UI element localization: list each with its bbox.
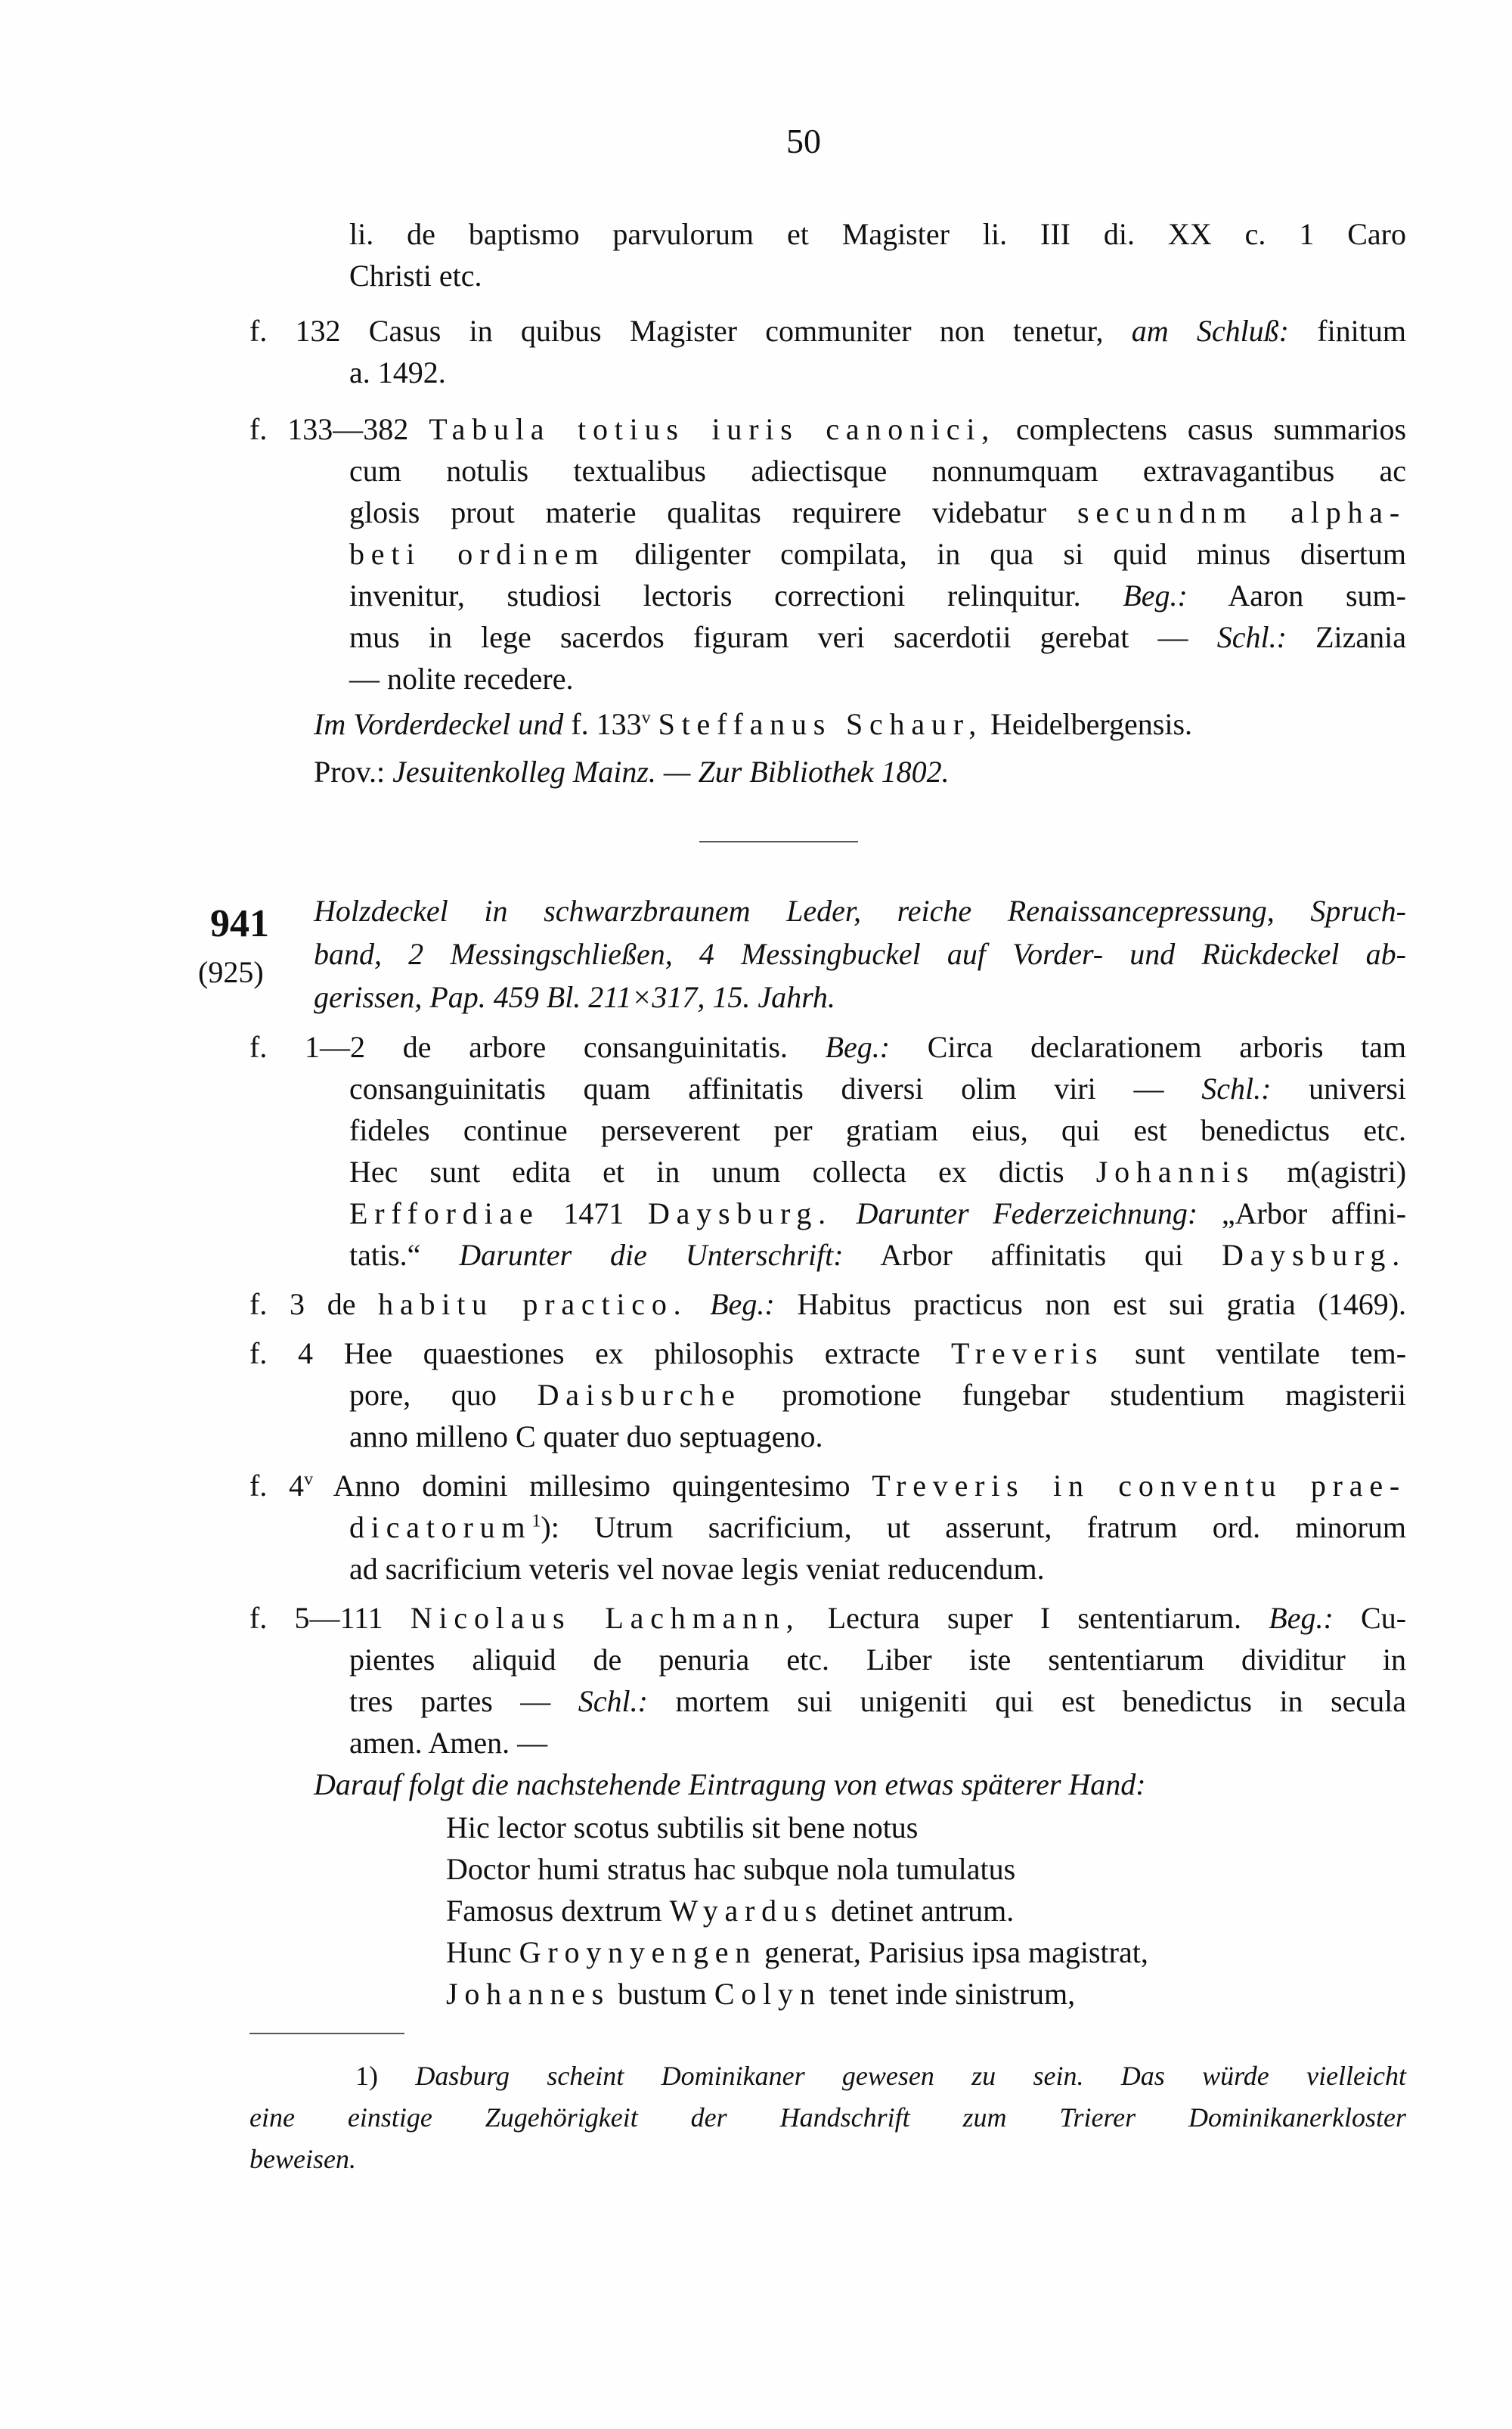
folio-label: f. 4$^v$ bbox=[249, 1469, 314, 1503]
folio-label: f. 1—2 bbox=[249, 1030, 365, 1064]
old-entry-number: (925) bbox=[198, 955, 264, 989]
text-line: Hec sunt edita et in unum collecta ex dictis Johannis m(agistri) bbox=[349, 1155, 1407, 1189]
text-line: dicatorum$^1$): Utrum sacrificium, ut asserunt, fratrum ord. minorum bbox=[349, 1510, 1406, 1544]
binding-description: band, 2 Messingschließen, 4 Messingbuckel auf Vorder- und Rückdeckel ab- bbox=[314, 937, 1406, 971]
verse-line: Famosus dextrum Wyardus detinet antrum. bbox=[446, 1894, 1015, 1928]
later-hand-intro: Darauf folgt die nachstehende Eintragung von etwas späterer Hand: bbox=[314, 1767, 1146, 1801]
folio-entry-f5-111: f. 5—111 Nicolaus Lachmann, Lectura super I sententiarum. Beg.: Cu- bbox=[249, 1601, 1407, 1635]
text-line: tatis.“ Darunter die Unterschrift: Arbor affinitatis qui Daysburg. bbox=[349, 1238, 1407, 1272]
folio-entry-f132: f. 132 Casus in quibus Magister communiter non tenetur, am Schluß: finitum bbox=[249, 314, 1407, 348]
text-line: pientes aliquid de penuria etc. Liber iste sententiarum dividitur in bbox=[349, 1643, 1406, 1677]
binding-description: gerissen, Pap. 459 Bl. 211×317, 15. Jahrh. bbox=[314, 980, 835, 1014]
folio-label: f. 132 bbox=[249, 314, 341, 348]
provenance-note: Prov.: Jesuitenkolleg Mainz. — Zur Bibliothek 1802. bbox=[314, 755, 950, 789]
text-line: — nolite recedere. bbox=[349, 662, 574, 696]
folio-entry-f4v: f. 4$^v$ Anno domini millesimo quingentesimo Treveris in conventu prae- bbox=[249, 1469, 1407, 1503]
folio-label: f. 5—111 bbox=[249, 1601, 383, 1635]
entry-number: 941 bbox=[210, 902, 269, 945]
footnote-line: 1) Dasburg scheint Dominikaner gewesen zu sein. Das würde vielleicht bbox=[355, 2061, 1407, 2091]
italic-note: am Schluß: bbox=[1131, 314, 1290, 348]
text-line: Christi etc. bbox=[349, 259, 482, 293]
text-line: li. de baptismo parvulorum et Magister li. III di. XX c. 1 Caro bbox=[349, 217, 1406, 251]
folio-entry-f1-2: f. 1—2 de arbore consanguinitatis. Beg.: Circa declarationem arboris tam bbox=[249, 1030, 1407, 1064]
footnote-ref[interactable]: 1 bbox=[531, 1511, 541, 1531]
text-line: invenitur, studiosi lectoris correctioni relinquitur. Beg.: Aaron sum- bbox=[349, 579, 1406, 613]
text-line: a. 1492. bbox=[349, 355, 446, 389]
folio-label: f. 3 bbox=[249, 1287, 305, 1321]
text-line: ad sacrificium veteris vel novae legis veniat reducendum. bbox=[349, 1552, 1045, 1586]
verse-line: Hic lector scotus subtilis sit bene notus bbox=[446, 1810, 919, 1844]
text-line: anno milleno C quater duo septuageno. bbox=[349, 1419, 823, 1453]
folio-entry-f133-382: f. 133—382 Tabula totius iuris canonici, complectens casus summarios bbox=[249, 412, 1407, 446]
text-line: glosis prout materie qualitas requirere videbatur secundnm alpha- bbox=[349, 495, 1406, 529]
verse-line: Hunc Groynyengen generat, Parisius ipsa magistrat, bbox=[446, 1935, 1148, 1969]
verse-line: Johannes bustum Colyn tenet inde sinistrum, bbox=[446, 1977, 1076, 2011]
folio-label: f. 133—382 bbox=[249, 412, 409, 446]
footnote-line: beweisen. bbox=[249, 2144, 356, 2174]
vorderdeckel-note: Im Vorderdeckel und f. 133$^v$ Steffanus Schaur, Heidelbergensis. bbox=[314, 707, 1193, 741]
text-line: pore, quo Daisburche promotione fungebar studentium magisterii bbox=[349, 1378, 1407, 1412]
footnote-marker: 1) bbox=[355, 2061, 378, 2091]
text-line: consanguinitatis quam affinitatis diversi olim viri — Schl.: universi bbox=[349, 1072, 1407, 1106]
folio-entry-f3: f. 3 de habitu practico. Beg.: Habitus practicus non est sui gratia (1469). bbox=[249, 1287, 1407, 1321]
folio-label: f. 4 bbox=[249, 1336, 314, 1370]
text-line: fideles continue perseverent per gratiam eius, qui est benedictus etc. bbox=[349, 1113, 1406, 1147]
folio-entry-f4: f. 4 Hee quaestiones ex philosophis extracte Treveris sunt ventilate tem- bbox=[249, 1336, 1407, 1370]
page-number: 50 bbox=[786, 122, 821, 160]
text-line: cum notulis textualibus adiectisque nonnumquam extravagantibus ac bbox=[349, 454, 1406, 488]
verse-line: Doctor humi stratus hac subque nola tumulatus bbox=[446, 1852, 1016, 1886]
binding-description: Holzdeckel in schwarzbraunem Leder, reiche Renaissancepressung, Spruch- bbox=[314, 894, 1406, 928]
text-line: Erffordiae 1471 Daysburg. Darunter Federzeichnung: „Arbor affini- bbox=[349, 1196, 1407, 1230]
text-line: mus in lege sacerdos figuram veri sacerdotii gerebat — Schl.: Zizania bbox=[349, 620, 1407, 654]
text-line: amen. Amen. — bbox=[349, 1726, 548, 1760]
section-divider bbox=[699, 841, 858, 842]
footnote-line: eine einstige Zugehörigkeit der Handschrift zum Trierer Dominikanerkloster bbox=[249, 2102, 1406, 2133]
text-line: beti ordinem diligenter compilata, in qua si quid minus disertum bbox=[349, 537, 1406, 571]
text-line: tres partes — Schl.: mortem sui unigeniti qui est benedictus in secula bbox=[349, 1684, 1407, 1718]
footnote-rule bbox=[249, 2033, 404, 2034]
